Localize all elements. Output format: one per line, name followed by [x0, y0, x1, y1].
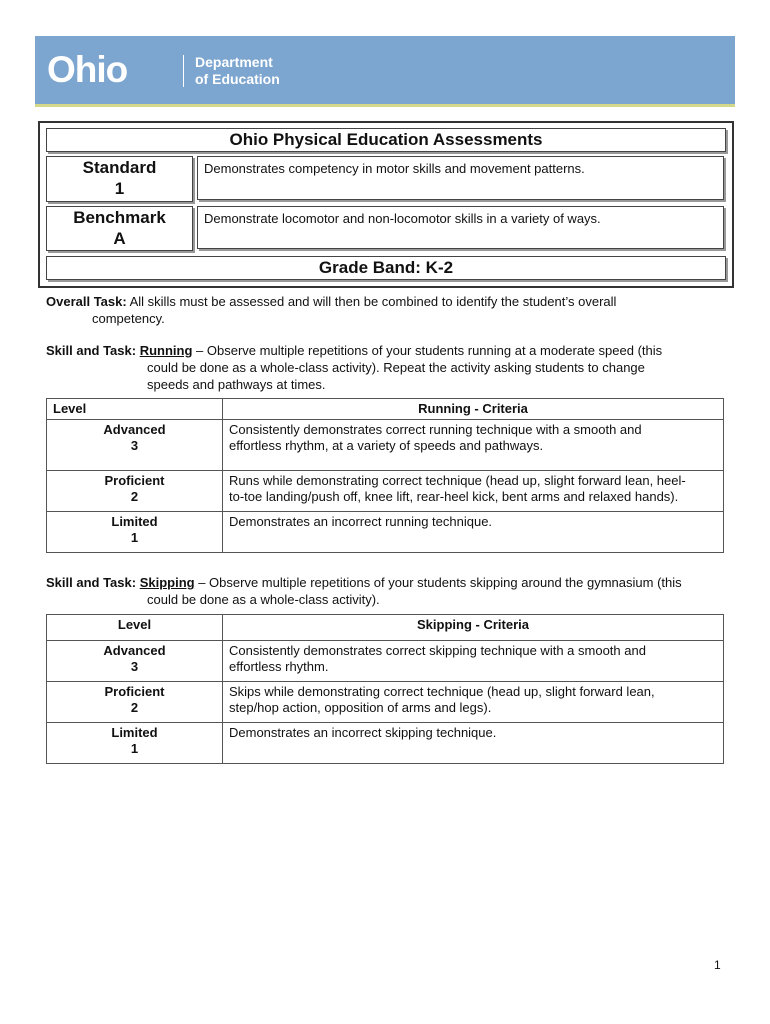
criteria-cell	[223, 512, 724, 553]
table-row	[47, 420, 724, 471]
level-name: Proficient	[104, 684, 165, 699]
header-banner	[35, 36, 735, 107]
level-number: 2	[130, 489, 139, 504]
skipping-task-text-2: could be done as a whole-class activity).	[147, 592, 380, 607]
skipping-task-text-1: – Observe multiple repetitions of your students skipping around the gymnasium (this	[198, 575, 682, 590]
overall-task-text-2: competency.	[92, 311, 165, 326]
logo-divider	[183, 55, 184, 87]
criteria-cell	[223, 471, 724, 512]
criteria-column-header: Running - Criteria	[223, 399, 724, 420]
criteria-line: Skips while demonstrating correct technique (head up, slight forward lean,	[229, 684, 655, 699]
level-cell	[47, 420, 223, 471]
benchmark-label	[46, 206, 193, 251]
running-task-text-2: could be done as a whole-class activity). Repeat the activity asking students to change	[147, 360, 645, 375]
running-task-text-1: – Observe multiple repetitions of your students running at a moderate speed (this	[196, 343, 663, 358]
level-number: 1	[130, 741, 139, 756]
level-number: 3	[130, 438, 139, 453]
department-line-1: Department	[195, 54, 273, 70]
criteria-cell	[223, 420, 724, 471]
criteria-line: Demonstrates an incorrect skipping technique.	[229, 725, 497, 740]
overall-task	[46, 293, 736, 327]
level-cell	[47, 512, 223, 553]
skipping-criteria-table	[46, 614, 724, 764]
assessment-summary-box	[38, 121, 734, 288]
level-cell	[47, 641, 223, 682]
overall-task-label: Overall Task:	[46, 294, 127, 309]
page-number: 1	[714, 958, 721, 972]
criteria-column-header: Skipping - Criteria	[223, 615, 724, 641]
level-column-header: Level	[47, 399, 223, 420]
criteria-line: effortless rhythm.	[229, 659, 329, 674]
criteria-line: Consistently demonstrates correct skipping technique with a smooth and	[229, 643, 646, 658]
criteria-cell	[223, 723, 724, 764]
table-row	[47, 471, 724, 512]
level-number: 3	[130, 659, 139, 674]
criteria-cell	[223, 641, 724, 682]
benchmark-label-word: Benchmark	[73, 208, 166, 227]
overall-task-text-1: All skills must be assessed and will then be combined to identify the student’s overall	[129, 294, 617, 309]
grade-band: Grade Band: K-2	[46, 256, 726, 280]
level-name: Proficient	[104, 473, 165, 488]
department-name	[195, 54, 280, 88]
table-row	[47, 723, 724, 764]
skipping-task	[46, 574, 736, 608]
table-header-row	[47, 615, 724, 641]
running-task-label: Skill and Task:	[46, 343, 137, 358]
level-name: Advanced	[103, 422, 166, 437]
standard-label-word: Standard	[82, 158, 157, 177]
department-line-2: of Education	[195, 71, 280, 87]
criteria-line: effortless rhythm, at a variety of speeds and pathways.	[229, 438, 544, 453]
running-task-text-3: speeds and pathways at times.	[147, 377, 326, 392]
table-row	[47, 641, 724, 682]
level-name: Advanced	[103, 643, 166, 658]
level-cell	[47, 471, 223, 512]
level-cell	[47, 723, 223, 764]
level-name: Limited	[111, 514, 158, 529]
level-number: 1	[130, 530, 139, 545]
standard-label	[46, 156, 193, 202]
table-header-row	[47, 399, 724, 420]
level-name: Limited	[111, 725, 158, 740]
benchmark-label-letter: A	[113, 229, 126, 248]
criteria-line: step/hop action, opposition of arms and legs).	[229, 700, 492, 715]
standard-label-number: 1	[114, 179, 125, 198]
document-title: Ohio Physical Education Assessments	[46, 128, 726, 152]
skipping-task-label: Skill and Task:	[46, 575, 137, 590]
standard-description: Demonstrates competency in motor skills and movement patterns.	[197, 156, 724, 200]
criteria-line: to-toe landing/push off, knee lift, rear-heel kick, bent arms and relaxed hands).	[229, 489, 679, 504]
level-number: 2	[130, 700, 139, 715]
level-cell	[47, 682, 223, 723]
level-column-header: Level	[47, 615, 223, 641]
table-row	[47, 512, 724, 553]
criteria-cell	[223, 682, 724, 723]
criteria-line: Demonstrates an incorrect running technique.	[229, 514, 493, 529]
skipping-skill-name: Skipping	[139, 575, 195, 590]
running-criteria-table	[46, 398, 724, 553]
running-task	[46, 342, 736, 393]
ohio-logo: Ohio	[47, 49, 128, 90]
table-row	[47, 682, 724, 723]
running-skill-name: Running	[139, 343, 193, 358]
benchmark-description: Demonstrate locomotor and non-locomotor skills in a variety of ways.	[197, 206, 724, 249]
criteria-line: Runs while demonstrating correct technique (head up, slight forward lean, heel-	[229, 473, 686, 488]
criteria-line: Consistently demonstrates correct running technique with a smooth and	[229, 422, 642, 437]
